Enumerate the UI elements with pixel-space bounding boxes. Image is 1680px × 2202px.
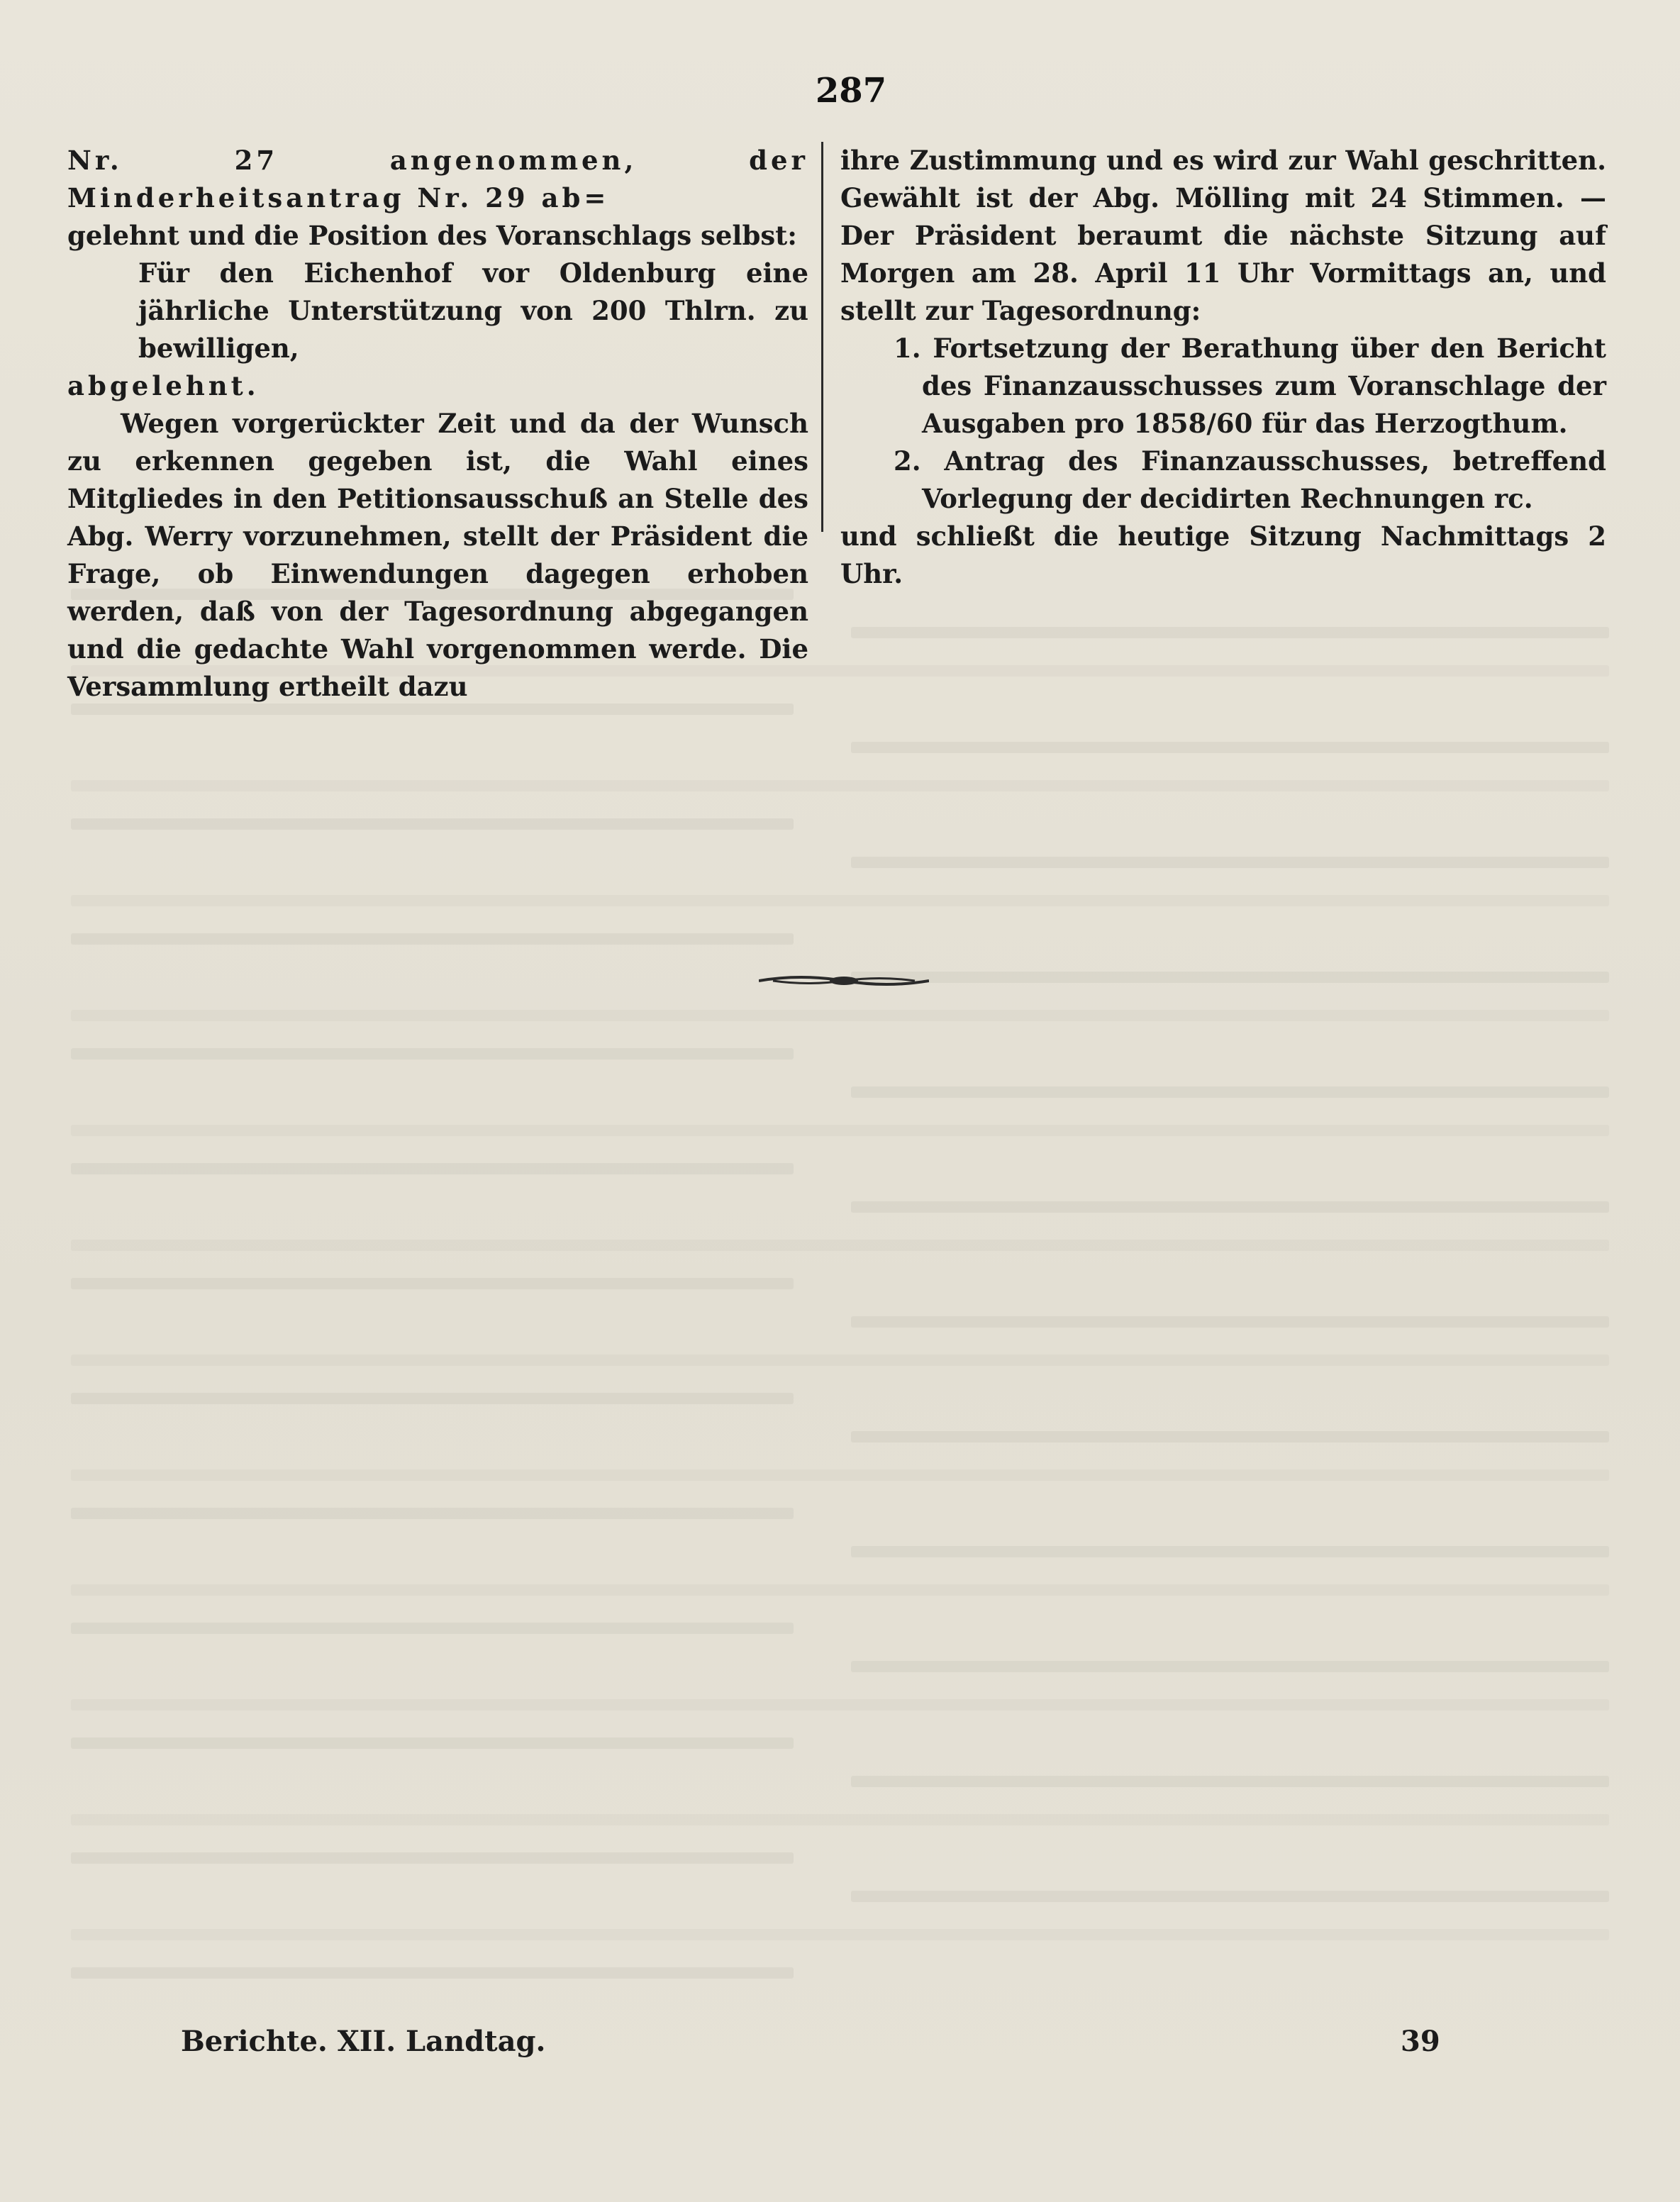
bleed-line xyxy=(71,1623,794,1634)
bleed-line xyxy=(851,1201,1609,1213)
quoted-position: Für den Eichenhof vor Oldenburg eine jährliche Unterstützung von 200 Thlrn. zu bewilligen, xyxy=(138,257,808,364)
bleed-line xyxy=(71,1699,1609,1711)
bleed-line xyxy=(71,1010,1609,1021)
bleed-line xyxy=(71,1967,794,1979)
bleed-line xyxy=(71,1737,794,1749)
rejected-label: abgelehnt. xyxy=(67,370,260,401)
left-paragraph-1-line-1: Nr. 27 angenommen, der Minderheitsantrag Nr. 29 ab= xyxy=(67,145,808,213)
bleed-line xyxy=(71,1469,1609,1481)
page-number: 287 xyxy=(815,71,887,111)
bleed-line xyxy=(71,895,1609,906)
bleed-line xyxy=(851,1776,1609,1787)
bleed-line xyxy=(71,1240,1609,1251)
bleed-line xyxy=(71,1048,794,1060)
bleed-line xyxy=(71,1852,794,1864)
right-paragraph-1: ihre Zustimmung und es wird zur Wahl geschritten. Gewählt ist der Abg. Mölling mit 24 Stimmen. — Der Präsident beraumt die nächste Sitzung auf Morgen am 28. April 11 Uhr Vormittags an, und stellt zur Tagesordnung: xyxy=(840,145,1606,326)
bleed-line xyxy=(71,1125,1609,1136)
footer-publication: Berichte. XII. Landtag. xyxy=(181,2025,546,2058)
bleed-line xyxy=(851,1316,1609,1328)
footer-sheet-number: 39 xyxy=(1401,2025,1440,2058)
bleed-line xyxy=(851,1546,1609,1557)
bleed-line xyxy=(851,857,1609,868)
bleed-line xyxy=(71,933,794,945)
bleed-line xyxy=(71,1278,794,1289)
bleed-line xyxy=(851,1086,1609,1098)
bleed-line xyxy=(71,1508,794,1519)
bleed-line xyxy=(71,1355,1609,1366)
closing-line: und schließt die heutige Sitzung Nachmittags 2 Uhr. xyxy=(840,521,1606,589)
left-paragraph-2: Wegen vorgerückter Zeit und da der Wunsch zu erkennen gegeben ist, die Wahl eines Mitgliedes in den Petitionsausschuß an Stelle des Abg. Werry vorzunehmen, stellt der Präsident die Frage, ob Einwendungen dagegen erhoben werden, daß von der Tagesordnung abgegangen und die gedachte Wahl vorgenommen werde. Die Versammlung ertheilt dazu xyxy=(67,408,808,702)
bleed-line xyxy=(851,1431,1609,1442)
ornament-divider xyxy=(759,970,929,991)
column-divider xyxy=(821,142,823,532)
left-paragraph-1-line-2: gelehnt und die Position des Voranschlags selbst: xyxy=(67,220,797,251)
agenda-item-1: 1. Fortsetzung der Berathung über den Bericht des Finanzausschusses zum Voranschlage der Ausgaben pro 1858/60 für das Herzogthum. xyxy=(894,333,1606,439)
left-column xyxy=(67,142,808,706)
bleed-line xyxy=(851,627,1609,638)
agenda-item-2: 2. Antrag des Finanzausschusses, betreffend Vorlegung der decidirten Rechnungen rc. xyxy=(894,445,1606,514)
bleed-line xyxy=(71,1814,1609,1825)
bleed-line xyxy=(71,818,794,830)
bleed-line xyxy=(71,780,1609,791)
bleed-line xyxy=(71,1163,794,1174)
right-column xyxy=(840,142,1606,593)
bleed-line xyxy=(851,1661,1609,1672)
bleed-line xyxy=(851,742,1609,753)
bleed-line xyxy=(71,1929,1609,1940)
bleed-line xyxy=(71,1393,794,1404)
bleed-line xyxy=(71,1584,1609,1596)
bleed-line xyxy=(851,1891,1609,1902)
bleed-line xyxy=(851,972,1609,983)
